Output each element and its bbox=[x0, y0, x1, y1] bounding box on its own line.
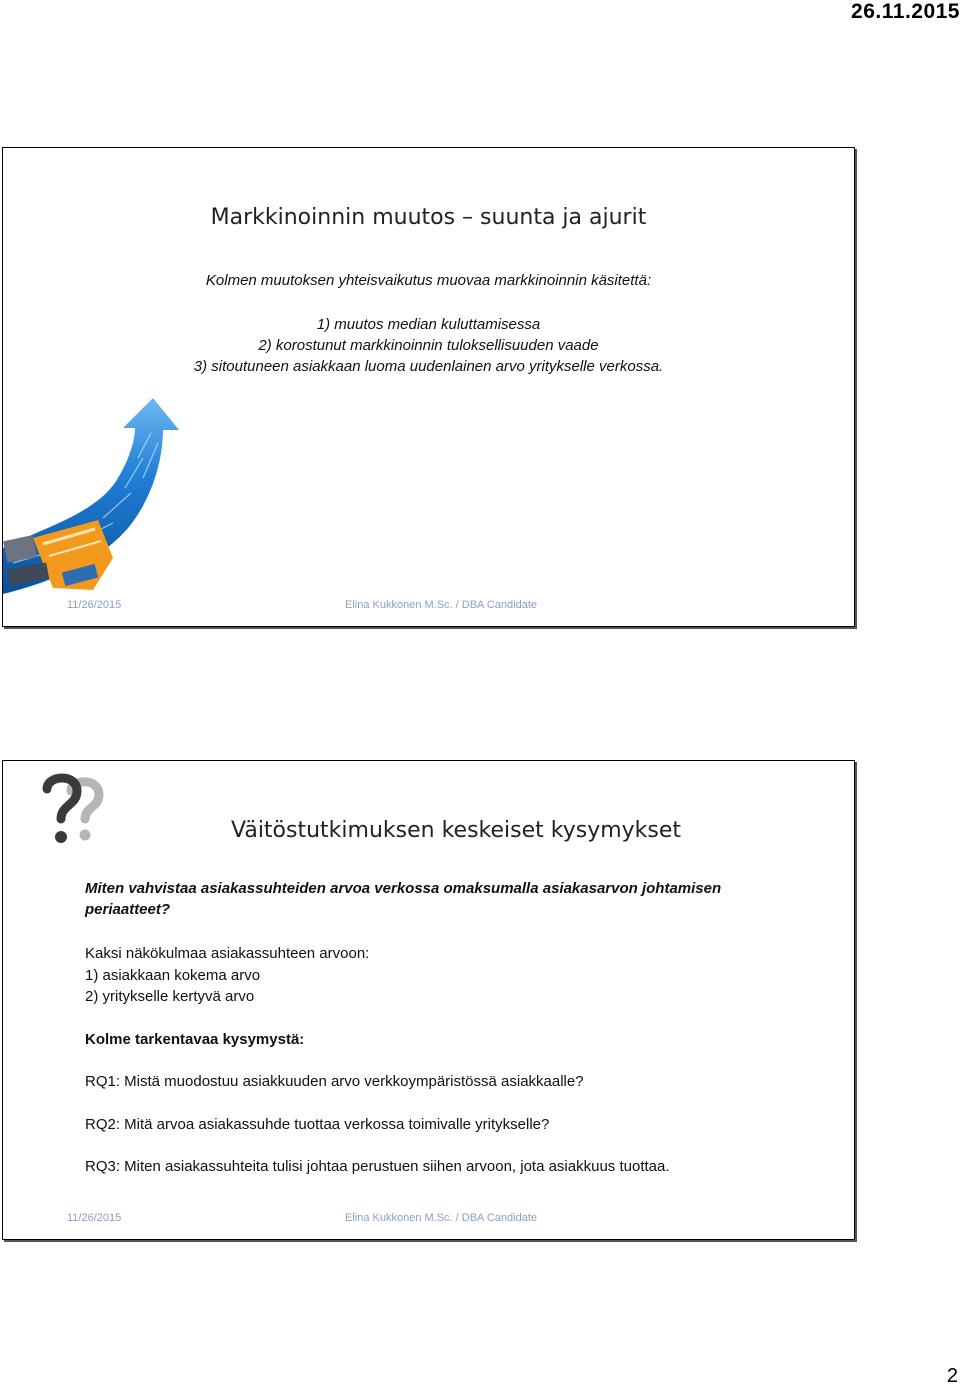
footer-author: Elina Kukkonen M.Sc. / DBA Candidate bbox=[345, 1212, 537, 1224]
rq1: RQ1: Mistä muodostuu asiakkuuden arvo verkkoympäristössä asiakkaalle? bbox=[85, 1073, 584, 1090]
list-item: 1) muutos median kuluttamisessa bbox=[316, 316, 541, 333]
subquestions-heading: Kolme tarkentavaa kysymystä: bbox=[85, 1030, 305, 1048]
rq3: RQ3: Miten asiakassuhteita tulisi johtaa perustuen siihen arvoon, jota asiakkuus tuottaa. bbox=[85, 1158, 670, 1175]
footer-date: 11/26/2015 bbox=[67, 599, 122, 611]
change-list bbox=[3, 314, 854, 377]
rq2: RQ2: Mitä arvoa asiakassuhde tuottaa verkossa toimivalle yritykselle? bbox=[85, 1115, 550, 1133]
footer-date: 11/26/2015 bbox=[67, 1212, 122, 1224]
growth-arrow-image bbox=[3, 398, 183, 594]
list-item: 3) sitoutuneen asiakkaan luoma uudenlainen arvo yritykselle verkossa. bbox=[193, 358, 664, 375]
list-item: 2) korostunut markkinoinnin tuloksellisuuden vaade bbox=[258, 337, 599, 354]
slide-markkinoinnin-muutos bbox=[2, 147, 855, 627]
slide-tutkimuskysymykset bbox=[2, 760, 855, 1240]
question-mark-icon bbox=[41, 773, 105, 849]
list-item: 2) yritykselle kertyvä arvo bbox=[85, 988, 255, 1005]
footer-author: Elina Kukkonen M.Sc. / DBA Candidate bbox=[345, 599, 537, 611]
slide-body bbox=[85, 943, 785, 1178]
page-date: 26.11.2015 bbox=[851, 0, 960, 23]
main-research-question: Miten vahvistaa asiakassuhteiden arvoa verkossa omaksumalla asiakasarvon johtamisen periaatteet? bbox=[85, 880, 722, 918]
list-item: 1) asiakkaan kokema arvo bbox=[85, 966, 261, 984]
slide-title: Markkinoinnin muutos – suunta ja ajurit bbox=[210, 205, 647, 230]
perspectives-intro: Kaksi näkökulmaa asiakassuhteen arvoon: bbox=[85, 945, 370, 962]
slide-title: Väitöstutkimuksen keskeiset kysymykset bbox=[231, 818, 682, 843]
slide-intro: Kolmen muutoksen yhteisvaikutus muovaa markkinoinnin käsitettä: bbox=[205, 272, 652, 289]
page-number: 2 bbox=[946, 1365, 958, 1387]
